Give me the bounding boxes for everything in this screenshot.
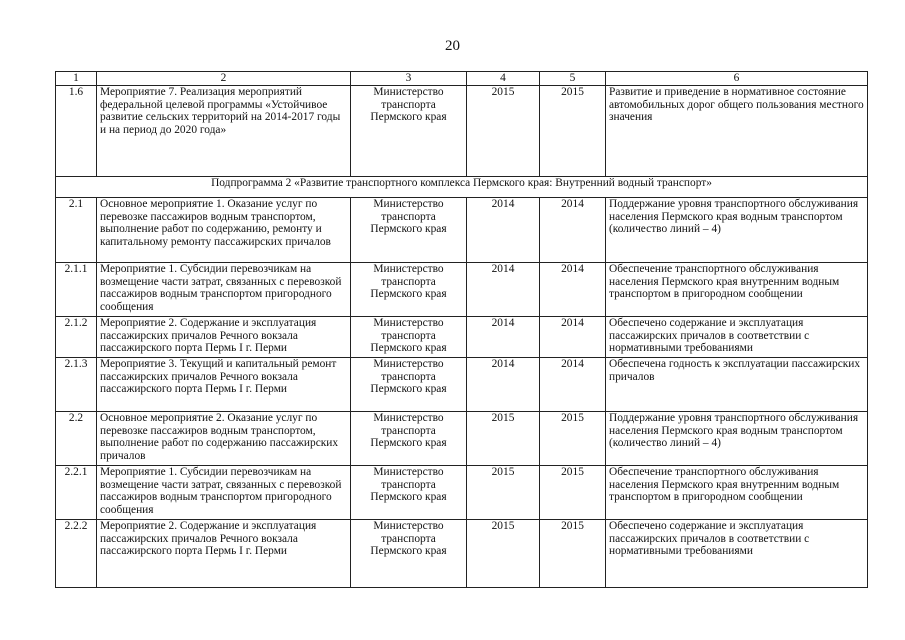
column-header: 4 [467,72,540,86]
row-start-year: 2015 [467,86,540,177]
row-name: Мероприятие 7. Реализация мероприятий федеральной целевой программы «Устойчивое развитие сельских территорий на 2014-2017 годы и на период до 2020 года» [97,86,351,177]
row-executor: Министерство транспорта Пермского края [351,520,467,588]
row-number: 2.1 [56,198,97,263]
program-table [55,71,868,588]
row-result: Обеспечена годность к эксплуатации пассажирских причалов [606,358,868,412]
row-result: Развитие и приведение в нормативное состояние автомобильных дорог общего пользования местного значения [606,86,868,177]
row-end-year: 2015 [540,520,606,588]
row-start-year: 2015 [467,412,540,466]
row-start-year: 2015 [467,520,540,588]
table-row [56,263,868,317]
row-name: Мероприятие 2. Содержание и эксплуатация пассажирских причалов Речного вокзала пассажирского порта Пермь I г. Перми [97,520,351,588]
row-name: Основное мероприятие 2. Оказание услуг по перевозке пассажиров водным транспортом, выполнение работ по содержанию пассажирских причалов [97,412,351,466]
row-name: Мероприятие 2. Содержание и эксплуатация пассажирских причалов Речного вокзала пассажирского порта Пермь I г. Перми [97,317,351,358]
column-header: 6 [606,72,868,86]
subprogram-row [56,177,868,198]
column-header: 1 [56,72,97,86]
row-executor: Министерство транспорта Пермского края [351,317,467,358]
table-row [56,520,868,588]
subprogram-title: Подпрограмма 2 «Развитие транспортного комплекса Пермского края: Внутренний водный транспорт» [56,177,868,198]
row-executor: Министерство транспорта Пермского края [351,466,467,520]
row-end-year: 2014 [540,198,606,263]
row-start-year: 2014 [467,198,540,263]
row-executor: Министерство транспорта Пермского края [351,263,467,317]
row-end-year: 2014 [540,317,606,358]
row-executor: Министерство транспорта Пермского края [351,86,467,177]
column-header: 5 [540,72,606,86]
column-header: 3 [351,72,467,86]
row-number: 2.1.1 [56,263,97,317]
row-end-year: 2015 [540,412,606,466]
row-start-year: 2014 [467,317,540,358]
row-end-year: 2014 [540,358,606,412]
page-number: 20 [445,38,460,54]
row-result: Обеспечение транспортного обслуживания населения Пермского края внутренним водным транспортом в пригородном сообщении [606,466,868,520]
table-row [56,198,868,263]
row-result: Обеспечено содержание и эксплуатация пассажирских причалов в соответствии с нормативными требованиями [606,317,868,358]
table-row [56,86,868,177]
table-row [56,412,868,466]
table-row [56,317,868,358]
column-header: 2 [97,72,351,86]
row-result: Поддержание уровня транспортного обслуживания населения Пермского края водным транспортом (количество линий – 4) [606,412,868,466]
row-number: 2.2.2 [56,520,97,588]
table-row [56,466,868,520]
row-end-year: 2015 [540,466,606,520]
row-number: 2.1.3 [56,358,97,412]
row-name: Основное мероприятие 1. Оказание услуг по перевозке пассажиров водным транспортом, выполнение работ по содержанию, ремонту и капитальному ремонту пассажирских причалов [97,198,351,263]
table-row [56,358,868,412]
row-result: Обеспечено содержание и эксплуатация пассажирских причалов в соответствии с нормативными требованиями [606,520,868,588]
header-row [56,72,868,86]
row-name: Мероприятие 3. Текущий и капитальный ремонт пассажирских причалов Речного вокзала пассажирского порта Пермь I г. Перми [97,358,351,412]
row-number: 1.6 [56,86,97,177]
row-start-year: 2015 [467,466,540,520]
row-name: Мероприятие 1. Субсидии перевозчикам на возмещение части затрат, связанных с перевозкой пассажиров водным транспортом пригородного сообщения [97,466,351,520]
row-name: Мероприятие 1. Субсидии перевозчикам на возмещение части затрат, связанных с перевозкой пассажиров водным транспортом пригородного сообщения [97,263,351,317]
row-result: Поддержание уровня транспортного обслуживания населения Пермского края водным транспортом (количество линий – 4) [606,198,868,263]
row-executor: Министерство транспорта Пермского края [351,358,467,412]
row-end-year: 2014 [540,263,606,317]
row-end-year: 2015 [540,86,606,177]
row-number: 2.2 [56,412,97,466]
row-start-year: 2014 [467,358,540,412]
row-start-year: 2014 [467,263,540,317]
row-executor: Министерство транспорта Пермского края [351,412,467,466]
row-executor: Министерство транспорта Пермского края [351,198,467,263]
row-number: 2.2.1 [56,466,97,520]
row-number: 2.1.2 [56,317,97,358]
row-result: Обеспечение транспортного обслуживания населения Пермского края внутренним водным транспортом в пригородном сообщении [606,263,868,317]
